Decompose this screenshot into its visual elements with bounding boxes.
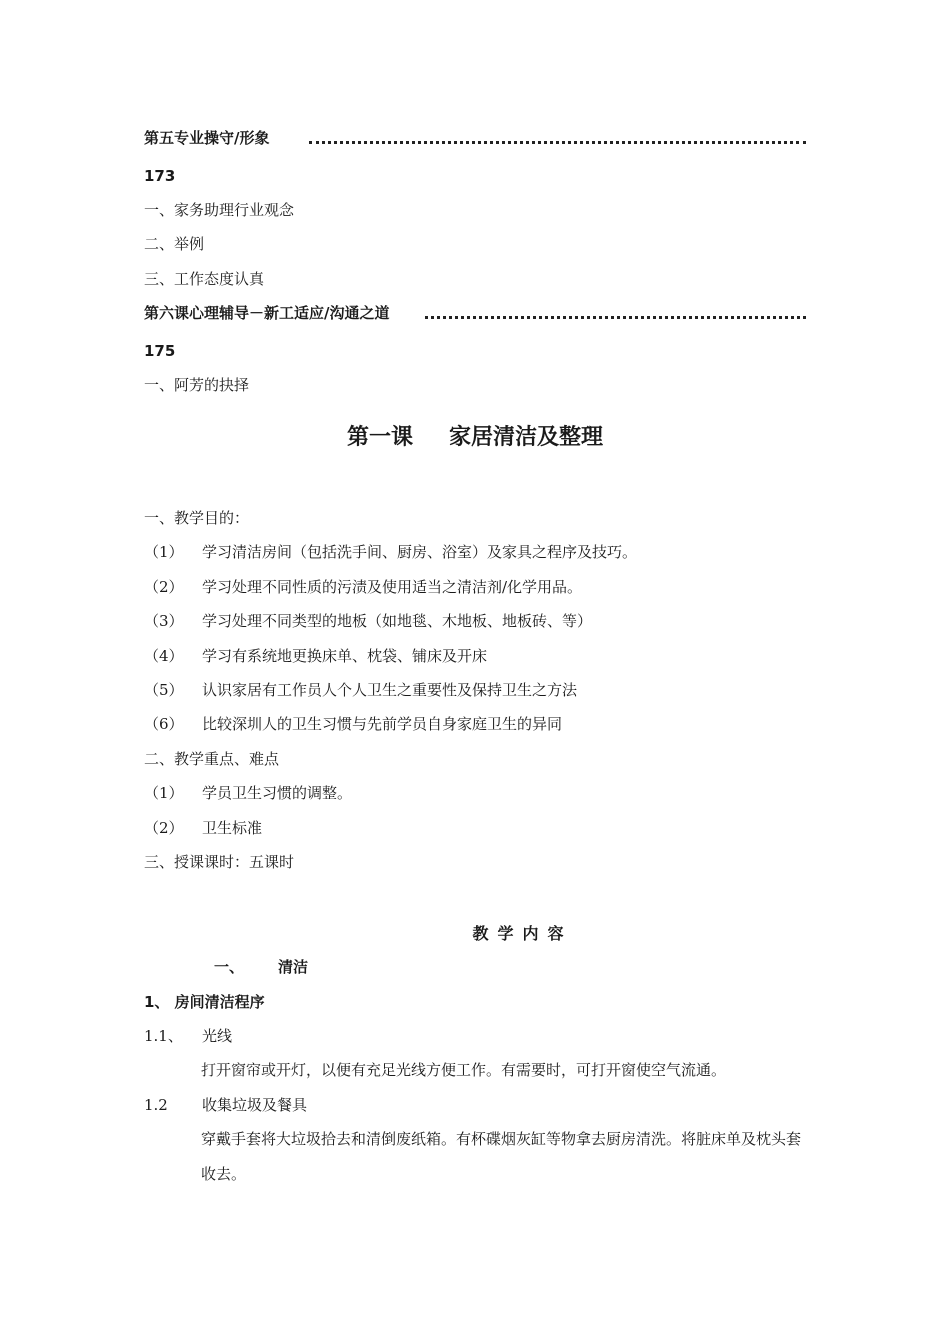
objective-item: （1） 学习清洁房间（包括洗手间、厨房、浴室）及家具之程序及技巧。 [144,543,638,561]
toc-title: 第五专业操守/形象 [144,129,270,147]
toc-entry-5[interactable] [144,128,806,148]
section-heading: 一、 清洁 [214,958,309,976]
toc-title: 第六课心理辅导－新工适应/沟通之道 [144,304,390,322]
class-hours: 三、授课课时：五课时 [144,853,295,871]
toc-leader [309,133,806,144]
lesson-title [0,420,950,451]
step-heading: 1.2 收集垃圾及餐具 [144,1096,308,1114]
objective-item: （3） 学习处理不同类型的地板（如地毯、木地板、地板砖、等） [144,612,593,630]
toc-subitem: 一、家务助理行业观念 [144,201,295,219]
objectives-heading: 一、教学目的： [144,509,250,527]
key-points-heading: 二、教学重点、难点 [144,750,280,768]
objective-item: （2） 学习处理不同性质的污渍及使用适当之清洁剂/化学用品。 [144,578,583,596]
objective-item: （4） 学习有系统地更换床单、枕袋、铺床及开床 [144,647,488,665]
toc-page-number: 175 [144,342,176,360]
toc-subitem: 一、阿芳的抉择 [144,376,250,394]
toc-entry-6[interactable] [144,303,806,323]
objective-item: （6） 比较深圳人的卫生习惯与先前学员自身家庭卫生的异同 [144,715,563,733]
subsection-heading: 1、 房间清洁程序 [144,993,265,1011]
objective-item: （5） 认识家居有工作员人个人卫生之重要性及保持卫生之方法 [144,681,578,699]
key-point-item: （2） 卫生标准 [144,819,263,837]
toc-page-number: 173 [144,167,176,185]
step-body: 穿戴手套将大垃圾拾去和清倒废纸箱。有杯碟烟灰缸等物拿去厨房清洗。将脏床单及枕头套收去。 [201,1130,802,1183]
lesson-number: 第一课 [346,425,413,450]
content-heading: 教学内容 [472,924,573,943]
toc-leader [425,308,806,319]
lesson-name: 家居清洁及整理 [449,425,604,450]
step-heading: 1.1、 光线 [144,1027,233,1045]
key-point-item: （1） 学员卫生习惯的调整。 [144,784,353,802]
toc-subitem: 三、工作态度认真 [144,270,265,288]
toc-subitem: 二、举例 [144,235,205,253]
step-body: 打开窗帘或开灯，以便有充足光线方便工作。有需要时，可打开窗使空气流通。 [201,1061,727,1079]
